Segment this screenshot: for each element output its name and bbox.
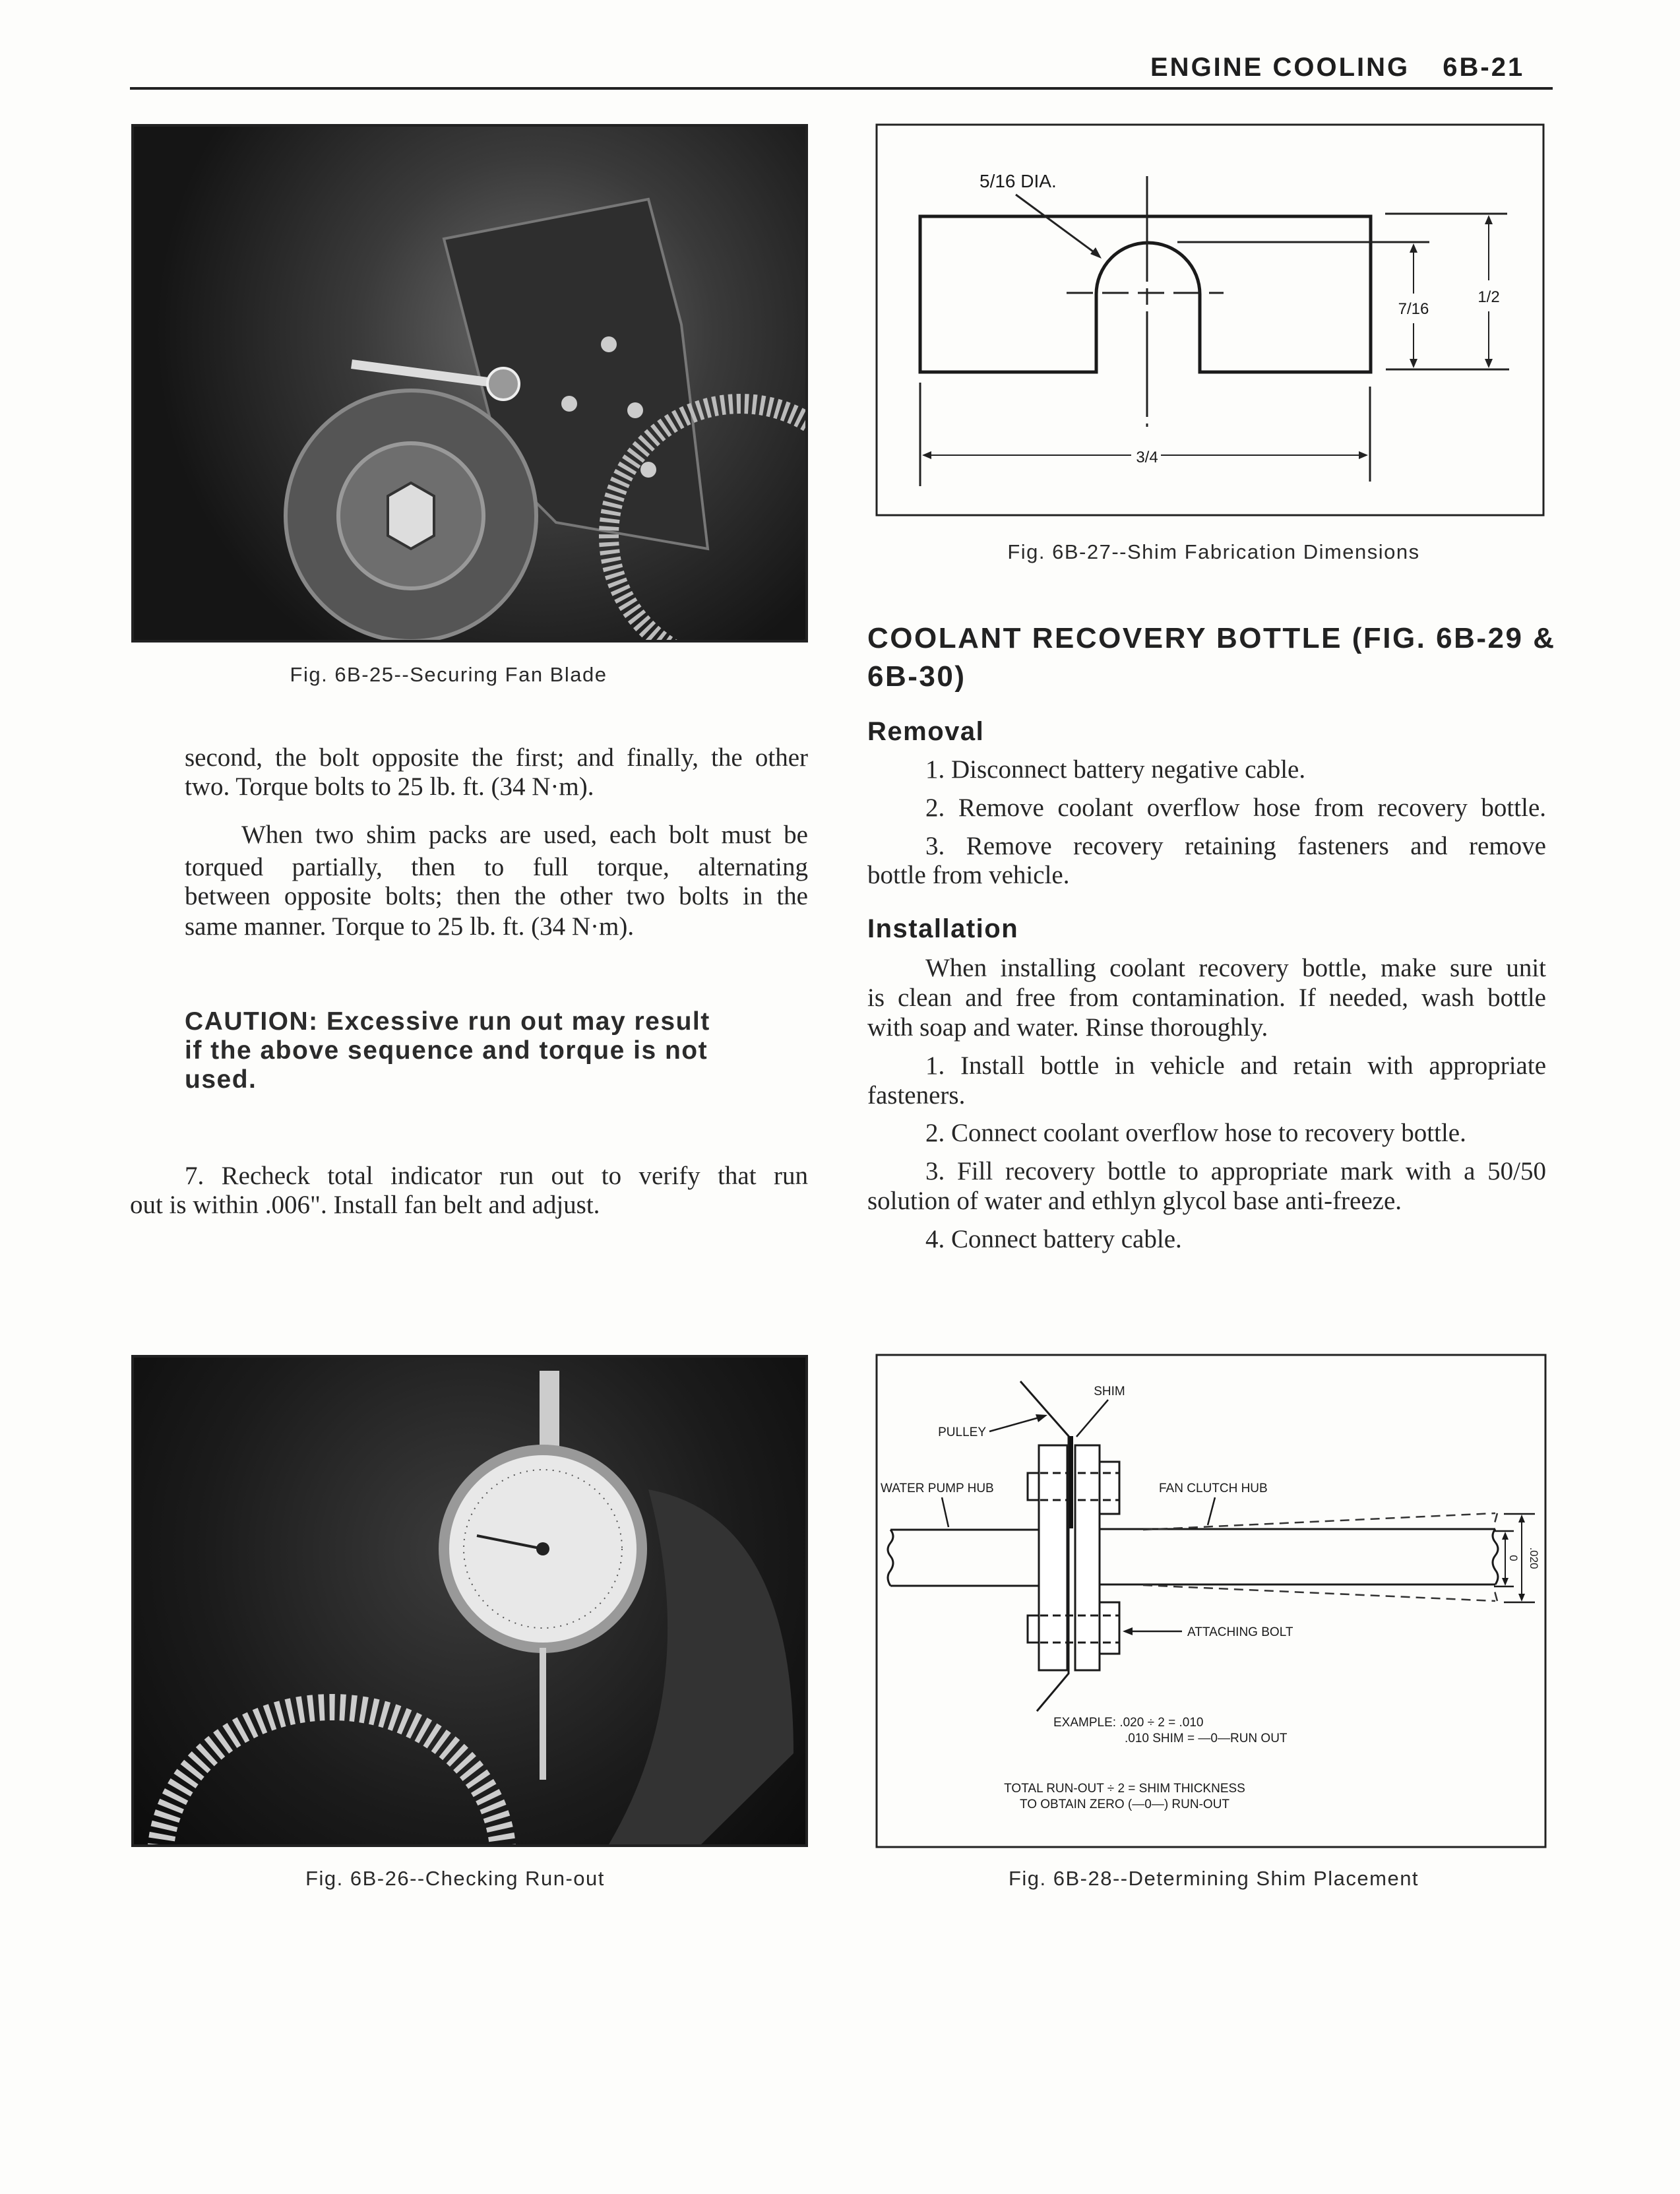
dial-indicator-photo-illustration [134,1358,805,1844]
body-line: second, the bolt opposite the first; and finally, the other [185,743,808,772]
installation-step: 4. Connect battery cable. [925,1225,1182,1253]
removal-step: 3. Remove recovery retaining fasteners and remove [925,832,1546,860]
fan-clutch-flange [1075,1445,1100,1670]
header-rule [130,87,1553,90]
installation-line: is clean and free from contamination. If needed, wash bottle [867,984,1546,1012]
dimension-slot-depth [1398,243,1429,368]
fig28-shim-placement-diagram [871,1352,1557,1854]
section-heading: 6B-30) [867,660,966,693]
dimension-half [1478,215,1499,368]
label-fan-clutch-hub: FAN CLUTCH HUB [1159,1482,1268,1495]
caution-note: if the above sequence and torque is not [185,1036,708,1065]
installation-step: solution of water and ethlyn glycol base anti-freeze. [867,1187,1402,1215]
label-shim: SHIM [1094,1385,1125,1398]
installation-line: with soap and water. Rinse thoroughly. [867,1013,1268,1042]
removal-step: 2. Remove coolant overflow hose from recovery bottle. [925,794,1546,822]
installation-step: 3. Fill recovery bottle to appropriate mark with a 50/50 [925,1157,1546,1185]
body-line: When two shim packs are used, each bolt must be [241,821,808,849]
water-pump-hub-shaft [888,1530,1039,1586]
body-line: between opposite bolts; then the other two bolts in the [185,882,808,910]
fan-blade-photo-illustration [134,127,805,640]
dim-total-runout: .020 [1528,1547,1540,1569]
fig27-shim-diagram [871,119,1557,528]
removal-heading: Removal [867,717,985,746]
caution-note: CAUTION: Excessive run out may result [185,1007,710,1036]
runout-dimension [1494,1514,1540,1602]
installation-step: 2. Connect coolant overflow hose to recovery bottle. [925,1119,1466,1147]
label-water-pump-hub: WATER PUMP HUB [881,1482,994,1495]
fig25-caption: Fig. 6B-25--Securing Fan Blade [290,663,607,686]
dim-label-width: 3/4 [1136,449,1158,466]
body-line: 7. Recheck total indicator run out to verify that run [185,1162,808,1190]
example-line-1: EXAMPLE: .020 ÷ 2 = .010 [1053,1716,1204,1730]
hole-label: 5/16 DIA. [980,171,1057,191]
body-line: two. Torque bolts to 25 lb. ft. (34 N·m). [185,772,594,801]
removal-step: bottle from vehicle. [867,861,1070,889]
dim-zero: 0 [1507,1555,1520,1561]
body-line: out is within .006". Install fan belt and adjust. [130,1191,600,1219]
fig25-photo [131,124,808,643]
fig26-photo [131,1355,808,1847]
fan-clutch-hub-shaft [1100,1529,1498,1584]
section-title: ENGINE COOLING [1150,53,1410,82]
fig27-caption: Fig. 6B-27--Shim Fabrication Dimensions [1007,540,1420,563]
section-heading: COOLANT RECOVERY BOTTLE (FIG. 6B-29 & [867,622,1556,654]
installation-line: When installing coolant recovery bottle, make sure unit [925,954,1546,982]
page-number: 6B-21 [1443,53,1525,82]
figure-frame [877,125,1543,515]
installation-step: 1. Install bottle in vehicle and retain with appropriate [925,1051,1546,1080]
dim-label-height: 1/2 [1478,288,1500,306]
fig28-caption: Fig. 6B-28--Determining Shim Placement [1008,1867,1419,1890]
running-header [1150,53,1524,82]
runout-projection [1143,1513,1497,1601]
body-line: same manner. Torque to 25 lb. ft. (34 N·m). [185,912,635,941]
rule-line-1: TOTAL RUN-OUT ÷ 2 = SHIM THICKNESS [1004,1782,1245,1796]
installation-heading: Installation [867,914,1019,943]
body-line: torqued partially, then to full torque, alternating [185,853,808,881]
shim-outline [920,216,1371,372]
dimension-width [920,383,1370,486]
installation-step: fasteners. [867,1081,966,1110]
caution-note: used. [185,1065,257,1094]
rule-line-2: TO OBTAIN ZERO (—0—) RUN-OUT [1019,1798,1230,1811]
dim-label-slot: 7/16 [1398,300,1429,318]
fig26-caption: Fig. 6B-26--Checking Run-out [305,1867,605,1890]
label-attaching-bolt: ATTACHING BOLT [1187,1625,1293,1639]
example-line-2: .010 SHIM = —0—RUN OUT [1125,1732,1288,1745]
water-pump-flange [1039,1445,1067,1670]
removal-step: 1. Disconnect battery negative cable. [925,755,1306,784]
label-pulley: PULLEY [938,1426,986,1439]
